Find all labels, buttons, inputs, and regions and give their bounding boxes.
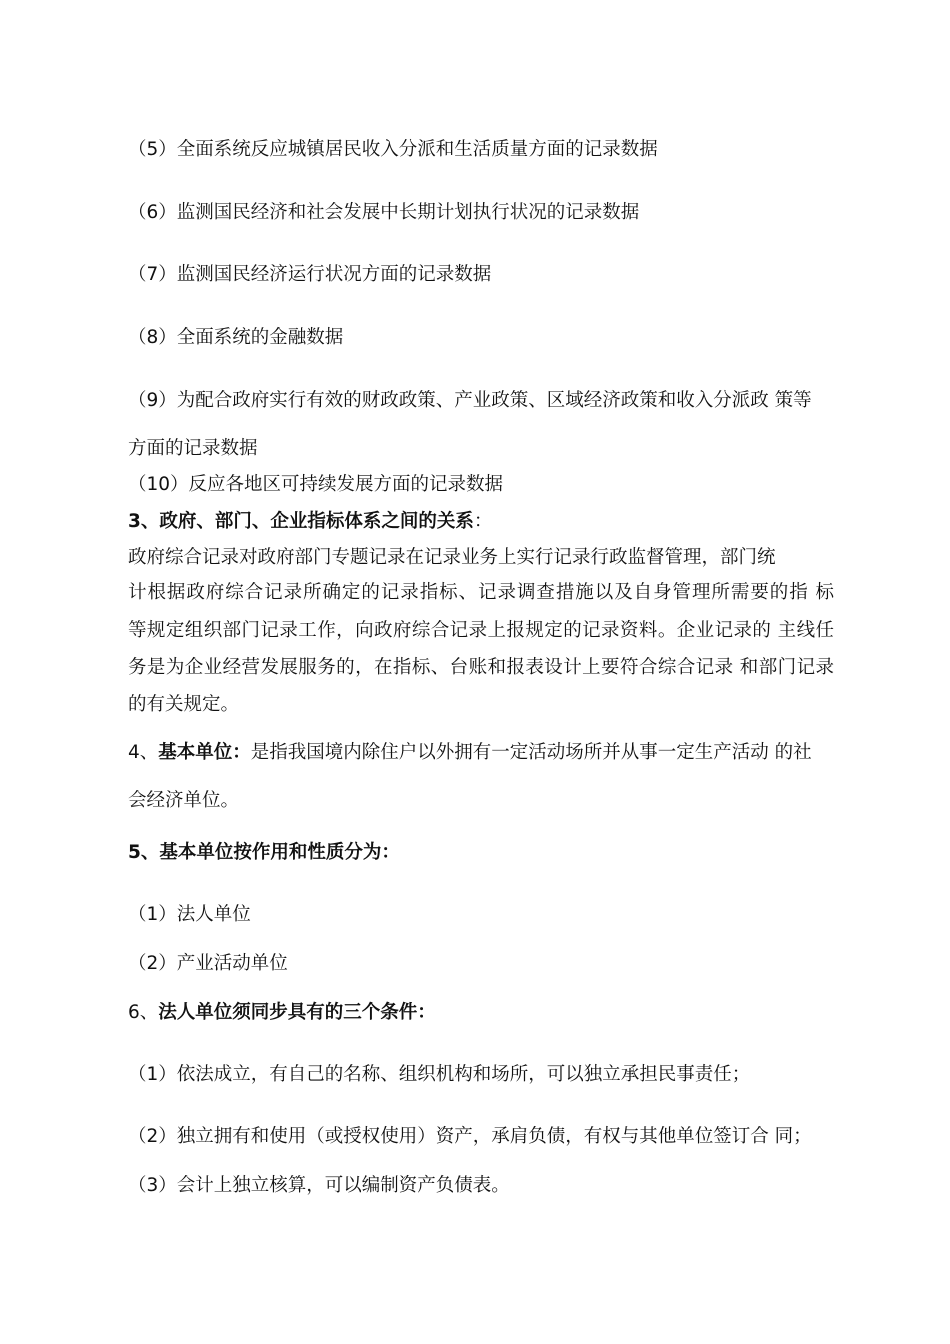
section-6-number: 6、 [128,1002,159,1023]
section-4-definition-text: 是指我国境内除住户以外拥有一定活动场所并从事一定生产活动 的社 [250,742,812,763]
list-item-8: （8）全面系统的金融数据 [128,327,344,348]
section-4-definition-line-1 [128,740,834,766]
section-3-heading [128,509,834,535]
list-item-10: （10）反应各地区可持续发展方面的记录数据 [128,474,504,495]
section-3-para-line-2: 计根据政府综合记录所确定的记录指标、记录调查措施以及自身管理所需要的指 标 [128,582,834,603]
section-6-item-1: （1）依法成立，有自己的名称、组织机构和场所，可以独立承担民事责任； [128,1064,751,1085]
list-item-7: （7）监测国民经济运行状况方面的记录数据 [128,264,492,285]
section-3-para-line-3: 等规定组织部门记录工作，向政府综合记录上报规定的记录资料。企业记录的 主线任 [128,620,834,641]
section-3-heading-colon: ： [473,511,493,532]
section-5-item-1: （1）法人单位 [128,904,251,925]
section-3-para-line-1: 政府综合记录对政府部门专题记录在记录业务上实行记录行政监督管理，部门统 [128,547,776,568]
section-3-para-line-5: 的有关规定。 [128,694,240,715]
section-4-term: 基本单位： [158,742,251,763]
list-item-6: （6）监测国民经济和社会发展中长期计划执行状况的记录数据 [128,202,640,223]
section-5-heading [128,840,834,866]
section-6-item-3: （3）会计上独立核算，可以编制资产负债表。 [128,1175,510,1196]
section-6-item-2: （2）独立拥有和使用（或授权使用）资产，承肩负债，有权与其他单位签订合 同； [128,1126,812,1147]
section-5-heading-text: 5、基本单位按作用和性质分为： [128,842,400,863]
section-3-para-line-4: 务是为企业经营发展服务的，在指标、台账和报表设计上要符合综合记录 和部门记录 [128,657,834,678]
section-4-definition-line-2: 会经济单位。 [128,790,240,811]
list-item-9-line-1: （9）为配合政府实行有效的财政政策、产业政策、区域经济政策和收入分派政 策等 [128,390,812,411]
list-item-9-line-2: 方面的记录数据 [128,438,258,459]
list-item-5: （5）全面系统反应城镇居民收入分派和生活质量方面的记录数据 [128,139,658,160]
section-6-heading-text: 法人单位须同步具有的三个条件： [158,1002,436,1023]
section-3-heading-text: 3、政府、部门、企业指标体系之间的关系 [128,511,474,532]
section-6-heading [128,1000,834,1026]
section-5-item-2: （2）产业活动单位 [128,953,288,974]
section-4-number: 4、 [128,742,159,763]
